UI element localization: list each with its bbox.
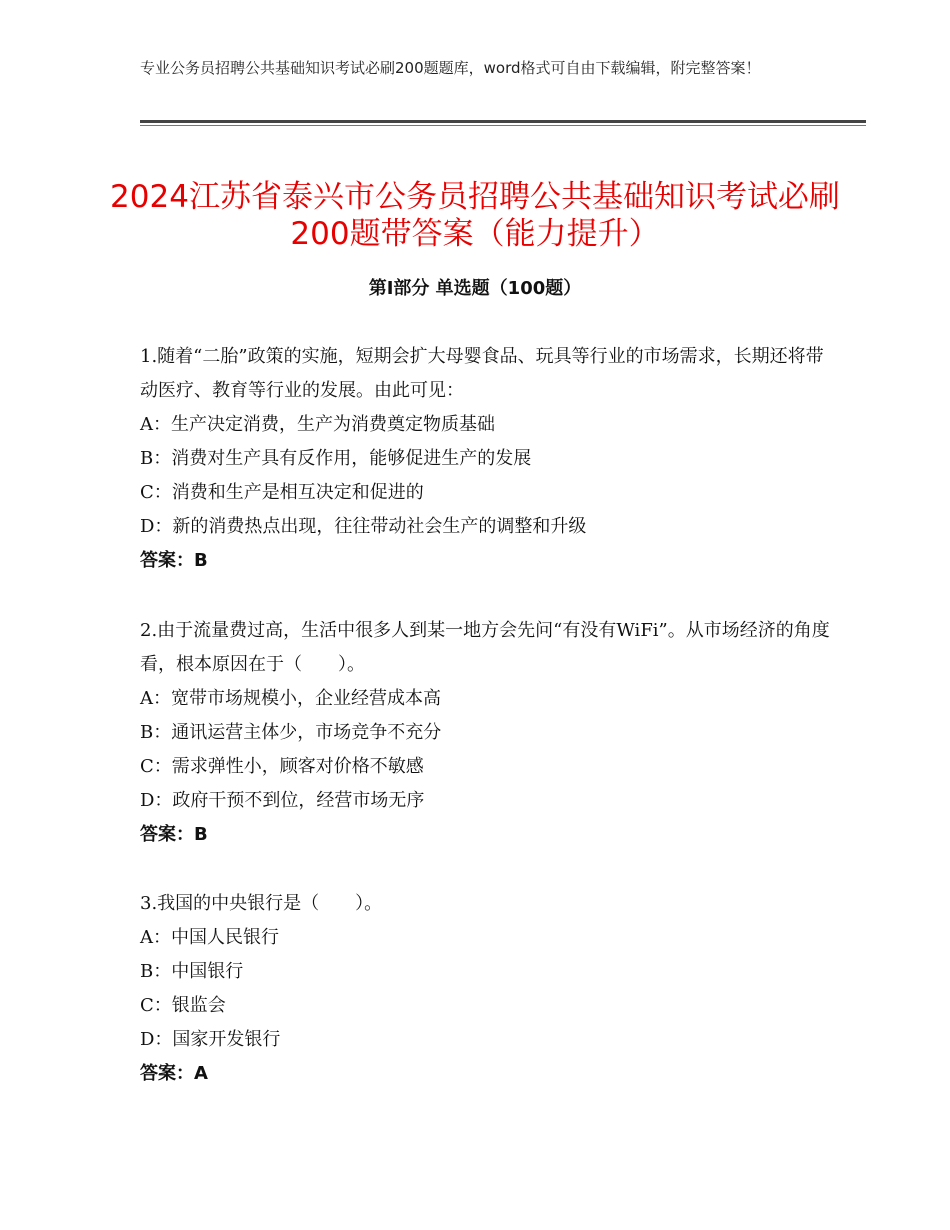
question-stem: 2.由于流量费过高，生活中很多人到某一地方会先问“有没有WiFi”。从市场经济的角度看，根本原因在于（ ）。 bbox=[140, 620, 830, 675]
option-b: B：消费对生产具有反作用，能够促进生产的发展 bbox=[140, 448, 532, 469]
question-item bbox=[140, 887, 830, 1091]
option-c: C：需求弹性小，顾客对价格不敏感 bbox=[140, 756, 424, 777]
option-d: D：政府干预不到位，经营市场无序 bbox=[140, 790, 425, 811]
question-stem: 3.我国的中央银行是（ ）。 bbox=[140, 893, 383, 914]
option-b: B：中国银行 bbox=[140, 961, 244, 982]
question-answer: 答案：B bbox=[140, 824, 208, 845]
option-d: D：国家开发银行 bbox=[140, 1029, 281, 1050]
option-d: D：新的消费热点出现，往往带动社会生产的调整和升级 bbox=[140, 516, 587, 537]
question-answer: 答案：A bbox=[140, 1063, 208, 1084]
question-item bbox=[140, 614, 830, 852]
option-c: C：消费和生产是相互决定和促进的 bbox=[140, 482, 424, 503]
header-divider bbox=[140, 120, 866, 123]
section-heading: 第Ⅰ部分 单选题（100题） bbox=[368, 278, 582, 299]
option-a: A：中国人民银行 bbox=[140, 927, 279, 948]
option-a: A：生产决定消费，生产为消费奠定物质基础 bbox=[140, 414, 495, 435]
question-answer: 答案：B bbox=[140, 550, 208, 571]
header-note: 专业公务员招聘公共基础知识考试必刷200题题库，word格式可自由下载编辑，附完整答案！ bbox=[140, 59, 761, 77]
option-c: C：银监会 bbox=[140, 995, 226, 1016]
header-divider-thin bbox=[140, 125, 866, 126]
document-title: 2024江苏省泰兴市公务员招聘公共基础知识考试必刷200题带答案（能力提升） bbox=[110, 178, 840, 252]
option-b: B：通讯运营主体少，市场竞争不充分 bbox=[140, 722, 442, 743]
question-stem: 1.随着“二胎”政策的实施，短期会扩大母婴食品、玩具等行业的市场需求，长期还将带动医疗、教育等行业的发展。由此可见： bbox=[140, 346, 824, 401]
question-item bbox=[140, 340, 830, 578]
option-a: A：宽带市场规模小，企业经营成本高 bbox=[140, 688, 441, 709]
